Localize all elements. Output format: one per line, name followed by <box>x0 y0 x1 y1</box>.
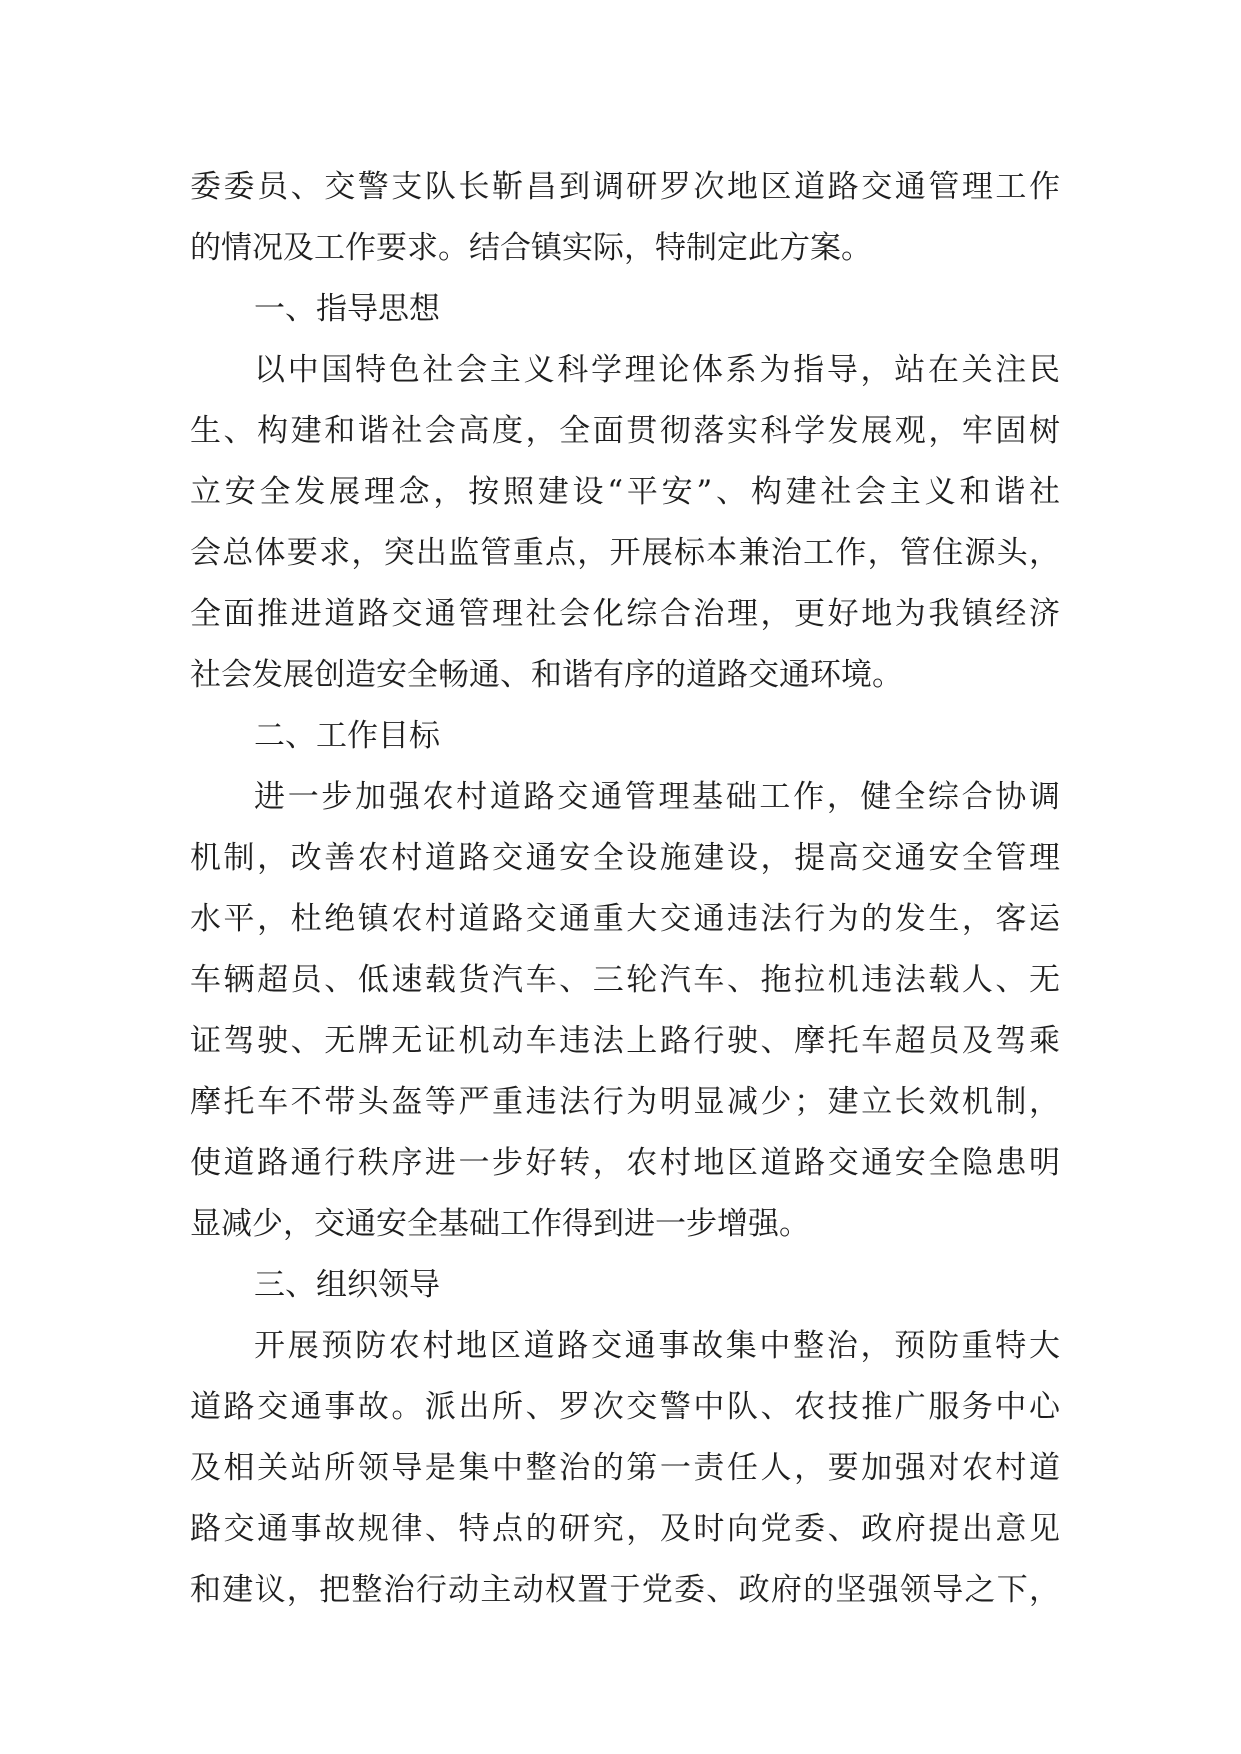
text-line: 摩托车不带头盔等严重违法行为明显减少；建立长效机制， <box>190 1084 1060 1120</box>
text-line: 会总体要求，突出监管重点，开展标本兼治工作，管住源头， <box>190 535 1060 571</box>
text-line: 立安全发展理念，按照建设“平安”、构建社会主义和谐社 <box>190 474 1060 510</box>
text-line: 显减少，交通安全基础工作得到进一步增强。 <box>190 1206 810 1242</box>
text-line: 社会发展创造安全畅通、和谐有序的道路交通环境。 <box>190 657 903 693</box>
text-line: 道路交通事故。派出所、罗次交警中队、农技推广服务中心 <box>190 1389 1060 1425</box>
text-line: 委委员、交警支队长靳昌到调研罗次地区道路交通管理工作 <box>190 169 1060 205</box>
document-body <box>190 157 1060 1621</box>
text-line: 机制，改善农村道路交通安全设施建设，提高交通安全管理 <box>190 840 1060 876</box>
text-line: 全面推进道路交通管理社会化综合治理，更好地为我镇经济 <box>190 596 1060 632</box>
text-line: 水平，杜绝镇农村道路交通重大交通违法行为的发生，客运 <box>190 901 1060 937</box>
text-line: 以中国特色社会主义科学理论体系为指导，站在关注民 <box>254 352 1060 388</box>
text-line: 证驾驶、无牌无证机动车违法上路行驶、摩托车超员及驾乘 <box>190 1023 1060 1059</box>
text-line: 及相关站所领导是集中整治的第一责任人，要加强对农村道 <box>190 1450 1060 1486</box>
text-line: 和建议，把整治行动主动权置于党委、政府的坚强领导之下， <box>190 1572 1060 1608</box>
text-line: 车辆超员、低速载货汽车、三轮汽车、拖拉机违法载人、无 <box>190 962 1060 998</box>
section-heading: 二、工作目标 <box>254 718 440 754</box>
text-line: 的情况及工作要求。结合镇实际，特制定此方案。 <box>190 230 872 266</box>
text-line: 开展预防农村地区道路交通事故集中整治，预防重特大 <box>254 1328 1060 1364</box>
text-line: 使道路通行秩序进一步好转，农村地区道路交通安全隐患明 <box>190 1145 1060 1181</box>
text-line: 路交通事故规律、特点的研究，及时向党委、政府提出意见 <box>190 1511 1060 1547</box>
text-line: 生、构建和谐社会高度，全面贯彻落实科学发展观，牢固树 <box>190 413 1060 449</box>
section-heading: 三、组织领导 <box>254 1267 440 1303</box>
text-line: 进一步加强农村道路交通管理基础工作，健全综合协调 <box>254 779 1060 815</box>
section-heading: 一、指导思想 <box>254 291 440 327</box>
